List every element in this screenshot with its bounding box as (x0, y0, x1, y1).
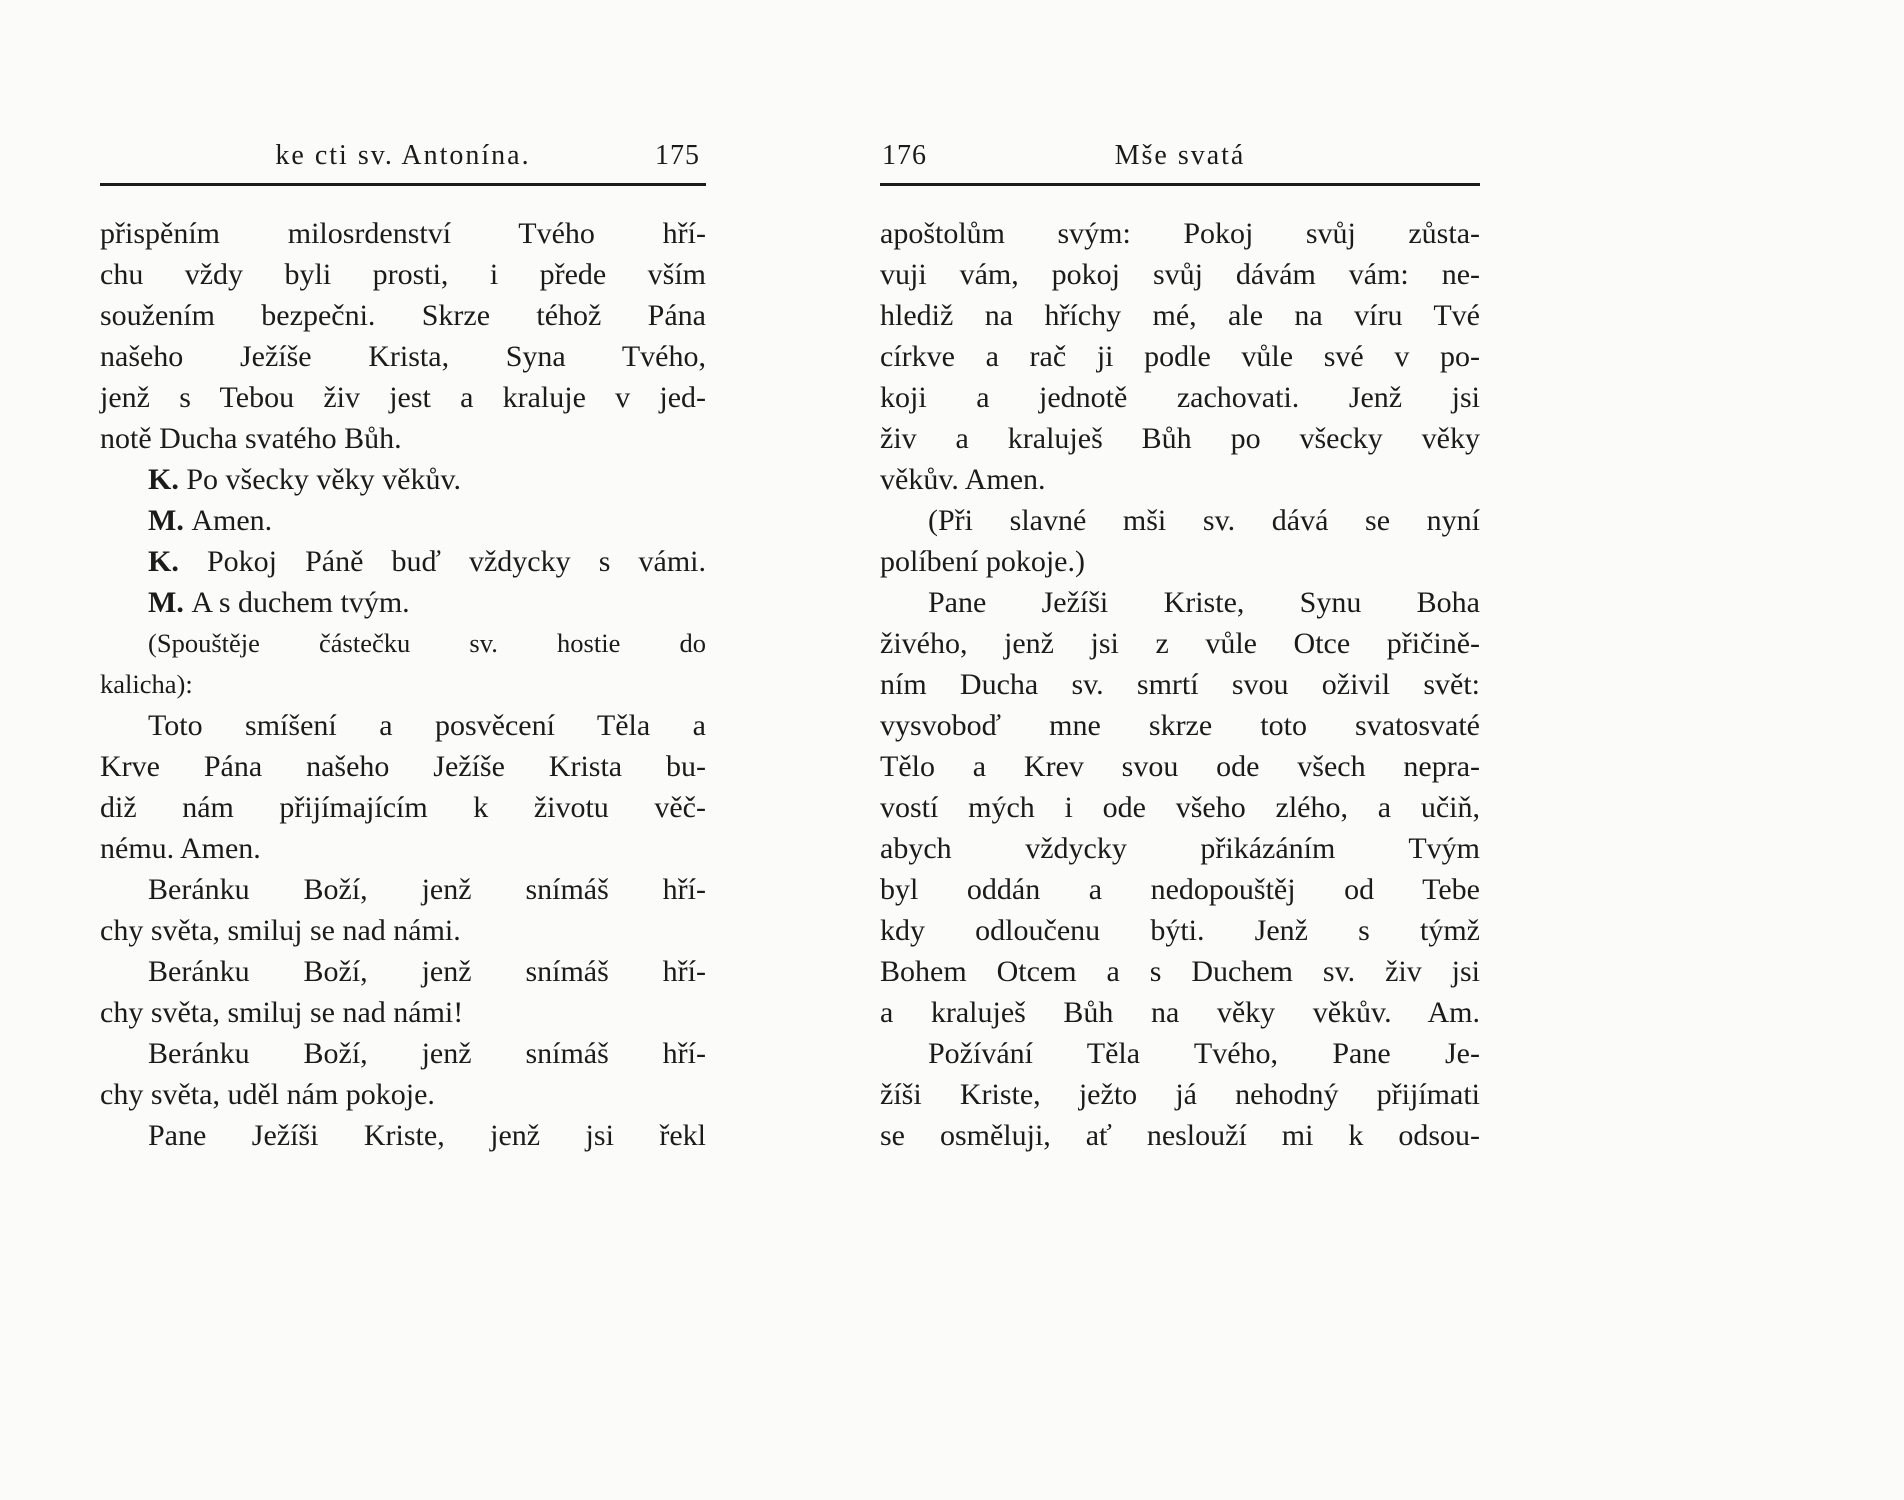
speaker-label: M. (148, 504, 192, 537)
text-line: žíši Kriste, ježto já nehodný přijímati (880, 1078, 1480, 1111)
text-line: (Spouštěje částečku sv. hostie do (148, 628, 706, 658)
text-line: našeho Ježíše Krista, Syna Tvého, (100, 340, 706, 373)
page-number: 175 (655, 140, 700, 171)
running-title: ke cti sv. Antonína. (275, 140, 531, 171)
text-line: soužením bezpečni. Skrze téhož Pána (100, 299, 706, 332)
text-line: M. Amen. (148, 504, 273, 537)
text-line: Beránku Boží, jenž snímáš hří- (148, 955, 706, 988)
text-line: Beránku Boží, jenž snímáš hří- (148, 873, 706, 906)
page-number: 176 (882, 140, 927, 171)
text-line: Krve Pána našeho Ježíše Krista bu- (100, 750, 706, 783)
page-left (100, 0, 706, 1156)
text-line: Požívání Těla Tvého, Pane Je- (928, 1037, 1480, 1070)
text-line: Toto smíšení a posvěcení Těla a (148, 709, 706, 742)
page-right (880, 0, 1480, 1156)
text-line: kdy odloučenu býti. Jenž s týmž (880, 914, 1480, 947)
text-line: K. Po všecky věky věkův. (148, 463, 462, 496)
text-line: vuji vám, pokoj svůj dávám vám: ne- (880, 258, 1480, 291)
text-line: vysvoboď mne skrze toto svatosvaté (880, 709, 1480, 742)
running-title: Mše svatá (1114, 140, 1246, 171)
text-line: se osměluji, ať neslouží mi k odsou- (880, 1119, 1480, 1152)
text-line: ním Ducha sv. smrtí svou oživil svět: (880, 668, 1480, 701)
text-line: apoštolům svým: Pokoj svůj zůsta- (880, 217, 1480, 250)
text-line: Beránku Boží, jenž snímáš hří- (148, 1037, 706, 1070)
text-line: církve a rač ji podle vůle své v po- (880, 340, 1480, 373)
page-body (100, 213, 706, 1156)
text-line: kalicha): (100, 669, 193, 699)
text-line: notě Ducha svatého Bůh. (100, 422, 402, 455)
text-line: věkův. Amen. (880, 463, 1046, 496)
text-line: Tělo a Krev svou ode všech nepra- (880, 750, 1480, 783)
text-line: Bohem Otcem a s Duchem sv. živ jsi (880, 955, 1480, 988)
page-header (100, 138, 706, 186)
text-line: abych vždycky přikázáním Tvým (880, 832, 1480, 865)
text-line: hlediž na hříchy mé, ale na víru Tvé (880, 299, 1480, 332)
text-line: koji a jednotě zachovati. Jenž jsi (880, 381, 1480, 414)
page-header (880, 138, 1480, 186)
page-body (880, 213, 1480, 1156)
speaker-label: M. (148, 586, 192, 619)
speaker-label: K. (148, 545, 207, 578)
text-line: políbení pokoje.) (880, 545, 1085, 578)
text-line: vostí mých i ode všeho zlého, a učiň, (880, 791, 1480, 824)
text-line: chy světa, uděl nám pokoje. (100, 1078, 435, 1111)
text-line: K. Pokoj Páně buď vždycky s vámi. (148, 545, 706, 578)
text-line: Pane Ježíši Kriste, Synu Boha (928, 586, 1480, 619)
text-line: jenž s Tebou živ jest a kraluje v jed- (100, 381, 706, 414)
text-line: diž nám přijímajícím k životu věč- (100, 791, 706, 824)
text-line: (Při slavné mši sv. dává se nyní (928, 504, 1480, 537)
text-line: chu vždy byli prosti, i přede vším (100, 258, 706, 291)
text-line: byl oddán a nedopouštěj od Tebe (880, 873, 1480, 906)
text-line: M. A s duchem tvým. (148, 586, 410, 619)
text-line: nému. Amen. (100, 832, 261, 865)
text-line: a kraluješ Bůh na věky věkův. Am. (880, 996, 1480, 1029)
text-line: chy světa, smiluj se nad námi! (100, 996, 464, 1029)
text-line: Pane Ježíši Kriste, jenž jsi řekl (148, 1119, 706, 1152)
text-line: přispěním milosrdenství Tvého hří- (100, 217, 706, 250)
text-line: chy světa, smiluj se nad námi. (100, 914, 461, 947)
text-line: živého, jenž jsi z vůle Otce přičině- (880, 627, 1480, 660)
speaker-label: K. (148, 463, 187, 496)
text-line: živ a kraluješ Bůh po všecky věky (880, 422, 1480, 455)
